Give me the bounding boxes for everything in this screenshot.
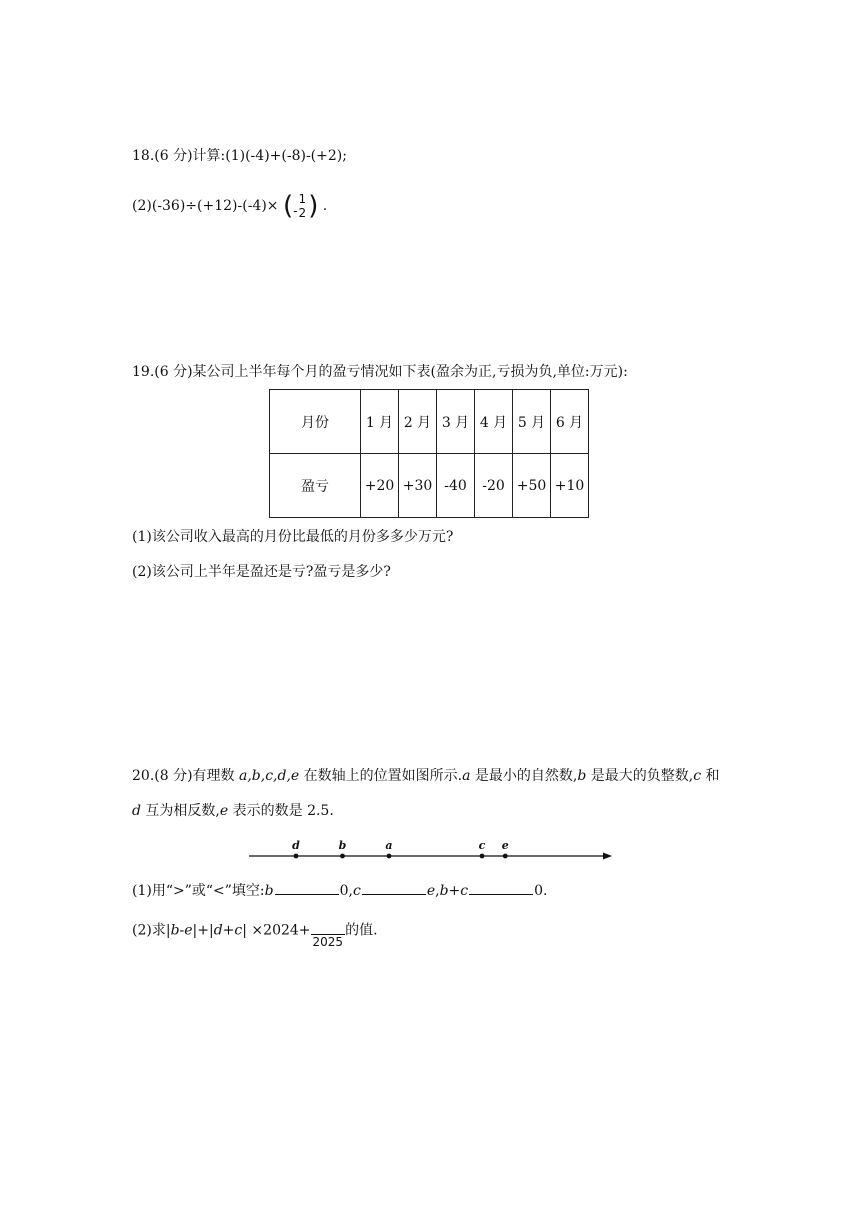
q20-l1-f: 是最大的负整数, [586, 768, 694, 784]
q20-l2-d: 表示的数是 2.5. [228, 803, 334, 819]
table-cell: 6 月 [551, 390, 589, 454]
q18-line2-prefix: (2)(-36)÷(+12)-(-4)× [132, 198, 279, 214]
answer-blank-3[interactable] [469, 880, 533, 895]
number-line [246, 836, 616, 866]
table-cell: -20 [475, 454, 513, 518]
point-label-c: c [478, 839, 486, 852]
q20-s1-g: b+c [439, 883, 469, 899]
point-a [387, 854, 392, 859]
q20-s1-h: 0. [534, 883, 548, 899]
q20-frac-den: 2025 [312, 935, 344, 949]
table-cell: 1 月 [361, 390, 399, 454]
q20-l1-g: c [693, 768, 702, 784]
q19-intro: 19.(6 分)某公司上半年每个月的盈亏情况如下表(盈余为正,亏损为负,单位:万元): [132, 364, 628, 380]
q18-line2-suffix: . [322, 198, 328, 214]
answer-blank-1[interactable] [275, 880, 339, 895]
table-header-profit: 盈亏 [270, 454, 361, 518]
profit-table [269, 389, 589, 518]
answer-blank-2[interactable] [362, 880, 426, 895]
q19-sub2: (2)该公司上半年是盈还是亏?盈亏是多少? [132, 564, 391, 580]
q20-line1 [132, 766, 720, 786]
q20-l1-h: 和 [701, 768, 720, 784]
q19-sub1: (1)该公司收入最高的月份比最低的月份多多少万元? [132, 529, 454, 545]
table-row [270, 390, 589, 454]
q18-frac-neg: - [293, 204, 298, 219]
q20-l1-vars: a,b,c,d,e [239, 768, 300, 784]
table-cell: +30 [399, 454, 437, 518]
table-cell: 2 月 [399, 390, 437, 454]
table-cell: -40 [437, 454, 475, 518]
q18-fraction [297, 192, 309, 220]
table-cell: +50 [513, 454, 551, 518]
table-cell: 3 月 [437, 390, 475, 454]
q20-sub2 [132, 918, 378, 949]
q18-line1: 18.(6 分)计算:(1)(-4)+(-8)-(+2); [132, 148, 347, 164]
q20-l1-a: 20.(8 分)有理数 [132, 768, 239, 784]
table-cell: 4 月 [475, 390, 513, 454]
q20-s1-d: c [352, 883, 361, 899]
q20-line2 [132, 801, 334, 821]
q20-l2-a: d [132, 803, 141, 819]
point-label-d: d [292, 839, 300, 852]
q20-s1-c: 0, [339, 883, 353, 899]
point-label-b: b [338, 839, 347, 852]
point-label-a: a [385, 839, 393, 852]
point-e [503, 854, 508, 859]
q20-l1-b: 在数轴上的位置如图所示. [299, 768, 463, 784]
table-cell: +10 [551, 454, 589, 518]
point-c [480, 854, 485, 859]
q18-fraction-group [283, 192, 318, 220]
q20-fraction [311, 924, 346, 949]
q20-s2-e: | ×2024+ [242, 922, 311, 939]
q18-frac-den: 2 [298, 206, 307, 220]
q20-s1-b: b [264, 883, 274, 899]
point-b [340, 854, 345, 859]
q20-s1-f: , [435, 883, 440, 899]
table-cell: +20 [361, 454, 399, 518]
q20-l2-c: e [219, 803, 229, 819]
q18-line2 [132, 192, 327, 220]
q20-s2-a: (2)求| [132, 922, 171, 939]
q20-s2-c: |+| [192, 922, 214, 939]
q20-l1-c: a [462, 768, 471, 784]
q20-s1-e: e [426, 883, 436, 899]
q20-s1-a: (1)用“>”或“<”填空: [132, 883, 265, 899]
table-header-month: 月份 [270, 390, 361, 454]
point-label-e: e [501, 839, 509, 852]
table-cell: 5 月 [513, 390, 551, 454]
q20-l1-e: b [577, 768, 587, 784]
point-d [294, 854, 299, 859]
table-row [270, 454, 589, 518]
right-paren: ) [308, 191, 319, 221]
arrow-icon [603, 853, 612, 860]
q20-l1-d: 是最小的自然数, [470, 768, 578, 784]
q20-sub1 [132, 880, 547, 901]
q18-frac-num: 1 [298, 192, 307, 206]
q20-l2-b: 互为相反数, [140, 803, 220, 819]
q20-s2-f: 的值. [345, 922, 378, 939]
q20-s2-b: b-e [170, 922, 193, 939]
q20-frac-num [311, 924, 346, 934]
q20-s2-d: d+c [213, 922, 243, 939]
left-paren: ( [282, 191, 294, 221]
